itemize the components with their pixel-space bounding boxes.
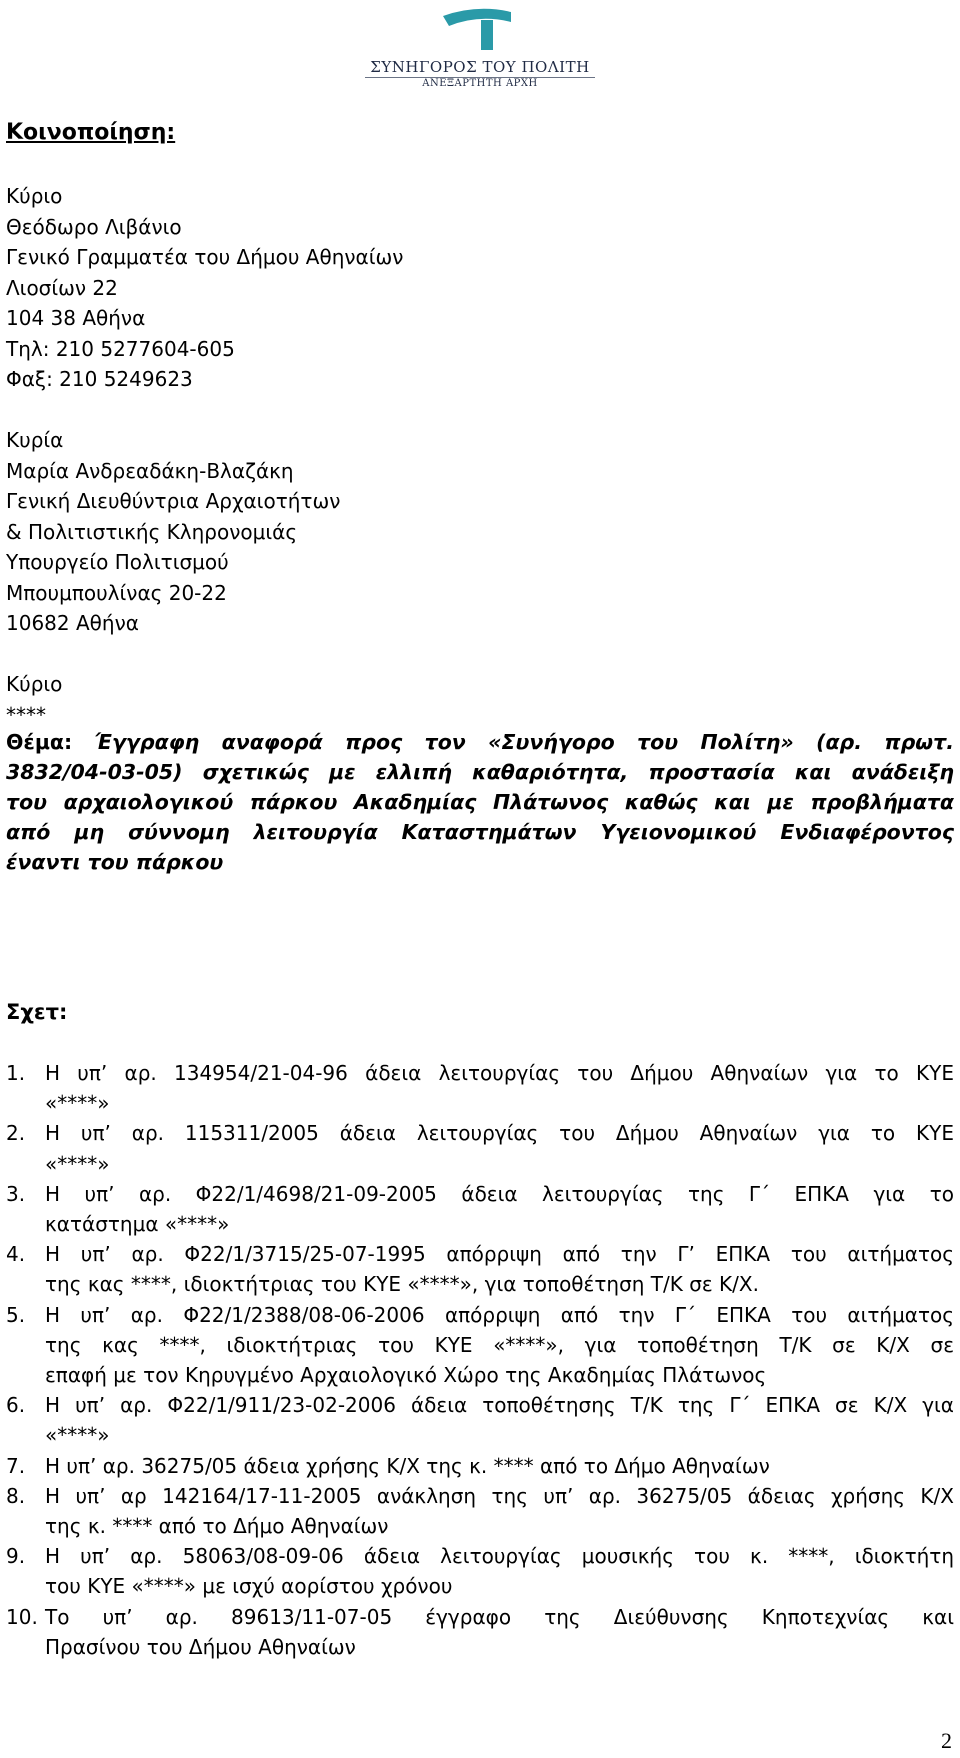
addressee-line: Θεόδωρο Λιβάνιο: [6, 214, 182, 239]
addressee-list: [6, 181, 946, 761]
subject-label: Θέμα:: [6, 730, 73, 754]
reference-item: [6, 1058, 954, 1118]
reference-item: [6, 1390, 954, 1450]
addressee-line: Μαρία Ανδρεαδάκη-Βλαζάκη: [6, 458, 294, 483]
org-subtitle: ΑΝΕΞΑΡΤΗΤΗ ΑΡΧΗ: [422, 78, 538, 89]
reference-line: Η υπ’ αρ. Φ22/1/2388/08-06-2006 απόρριψη από την Γ΄ ΕΠΚΑ του αιτήματος: [45, 1302, 954, 1327]
addressee-line: Κυρία: [6, 428, 64, 452]
addressee-line: Γενική Διευθύντρια Αρχαιοτήτων: [6, 489, 341, 513]
reference-number: 2.: [6, 1121, 26, 1146]
addressee-line: 104 38 Αθήνα: [6, 306, 146, 330]
addressee-line: 10682 Αθήνα: [6, 611, 139, 635]
reference-number: 4.: [6, 1242, 26, 1267]
reference-line: «****»: [45, 1091, 110, 1116]
addressee-line: ****: [6, 702, 46, 727]
reference-line: του ΚΥΕ «****» με ισχύ αορίστου χρόνου: [45, 1574, 453, 1599]
references-list: [6, 1058, 954, 1662]
reference-line: Η υπ’ αρ. 58063/08-09-06 άδεια λειτουργίας μουσικής του κ. ****, ιδιοκτήτη: [45, 1544, 954, 1569]
reference-line: Η υπ’ αρ. Φ22/1/4698/21-09-2005 άδεια λειτουργίας της Γ΄ ΕΠΚΑ για το: [45, 1181, 954, 1206]
reference-item: [6, 1179, 954, 1239]
addressee-block: [6, 425, 946, 639]
references-heading: Σχετ:: [6, 1000, 68, 1024]
addressee-line: & Πολιτιστικής Κληρονομιάς: [6, 519, 298, 544]
reference-line: της κας ****, ιδιοκτήτριας του ΚΥΕ «****», για τοποθέτηση Τ/Κ σε Κ/Χ σε: [45, 1332, 954, 1357]
reference-line: Η υπ’ αρ. 115311/2005 άδεια λειτουργίας του Δήμου Αθηναίων για το ΚΥΕ: [45, 1121, 954, 1146]
org-logo: [365, 6, 595, 89]
subject-line: [6, 727, 954, 757]
reference-number: 1.: [6, 1061, 26, 1085]
reference-item: [6, 1451, 954, 1481]
subject-line: από μη σύννομη λειτουργία Καταστημάτων Υγειονομικού Ενδιαφέροντος: [6, 820, 954, 844]
addressee-line: Φαξ: 210 5249623: [6, 367, 193, 391]
reference-line: Η υπ’ αρ. 36275/05 άδεια χρήσης Κ/Χ της κ. **** από το Δήμο Αθηναίων: [45, 1453, 770, 1478]
addressee-line: Υπουργείο Πολιτισμού: [6, 550, 229, 574]
reference-line: Η υπ’ αρ. Φ22/1/911/23-02-2006 άδεια τοποθέτησης Τ/Κ της Γ΄ ΕΠΚΑ σε Κ/Χ για: [45, 1393, 954, 1418]
subject-line: του αρχαιολογικού πάρκου Ακαδημίας Πλάτωνος καθώς και με προβλήματα: [6, 790, 954, 814]
reference-item: [6, 1481, 954, 1541]
addressee-block: [6, 669, 946, 730]
reference-line: Πρασίνου του Δήμου Αθηναίων: [45, 1634, 356, 1659]
reference-number: 3.: [6, 1181, 26, 1206]
addressee-line: Λιοσίων 22: [6, 275, 118, 300]
reference-line: Η υπ’ αρ. Φ22/1/3715/25-07-1995 απόρριψη από την Γ’ ΕΠΚΑ του αιτήματος: [45, 1242, 954, 1267]
reference-line: της κας ****, ιδιοκτήτριας του ΚΥΕ «****», για τοποθέτηση Τ/Κ σε Κ/Χ.: [45, 1272, 759, 1297]
reference-number: 8.: [6, 1483, 26, 1508]
subject-text: Έγγραφη αναφορά προς τον «Συνήγορο του Πολίτη» (αρ. πρωτ.: [94, 730, 954, 754]
reference-item: [6, 1118, 954, 1178]
addressee-block: [6, 181, 946, 395]
reference-line: κατάστημα «****»: [45, 1212, 230, 1237]
subject-line: έναντι του πάρκου: [6, 850, 224, 874]
page-number: 2: [941, 1728, 952, 1753]
reference-number: 6.: [6, 1393, 26, 1418]
reference-line: Το υπ’ αρ. 89613/11-07-05 έγγραφο της Διεύθυνσης Κηποτεχνίας και: [45, 1604, 954, 1629]
reference-number: 5.: [6, 1302, 26, 1327]
addressee-line: Τηλ: 210 5277604-605: [6, 336, 235, 361]
notification-heading: Κοινοποίηση:: [6, 120, 176, 145]
reference-line: «****»: [45, 1423, 110, 1448]
reference-number: 7.: [6, 1453, 26, 1478]
logo-mark-icon: [437, 6, 517, 52]
subject-paragraph: [6, 727, 954, 877]
reference-number: 10.: [6, 1604, 38, 1629]
subject-line: 3832/04-03-05) σχετικώς με ελλιπή καθαριότητα, προστασία και ανάδειξη: [6, 760, 954, 784]
addressee-line: Γενικό Γραμματέα του Δήμου Αθηναίων: [6, 245, 404, 269]
reference-line: επαφή με τον Κηρυγμένο Αρχαιολογικό Χώρο της Ακαδημίας Πλάτωνος: [45, 1363, 767, 1388]
addressee-line: Μπουμπουλίνας 20-22: [6, 580, 227, 605]
reference-line: «****»: [45, 1151, 110, 1176]
reference-line: Η υπ’ αρ. 134954/21-04-96 άδεια λειτουργίας του Δήμου Αθηναίων για το ΚΥΕ: [45, 1061, 954, 1085]
reference-item: [6, 1300, 954, 1391]
reference-line: της κ. **** από το Δήμο Αθηναίων: [45, 1514, 389, 1539]
reference-item: [6, 1602, 954, 1662]
addressee-line: Κύριο: [6, 672, 63, 696]
reference-item: [6, 1541, 954, 1601]
reference-line: Η υπ’ αρ 142164/17-11-2005 ανάκληση της υπ’ αρ. 36275/05 άδειας χρήσης Κ/Χ: [45, 1483, 954, 1508]
org-name: ΣΥΝΗΓΟΡΟΣ ΤΟΥ ΠΟΛΙΤΗ: [370, 58, 590, 76]
addressee-line: Κύριο: [6, 184, 63, 208]
reference-item: [6, 1239, 954, 1299]
reference-number: 9.: [6, 1544, 26, 1569]
